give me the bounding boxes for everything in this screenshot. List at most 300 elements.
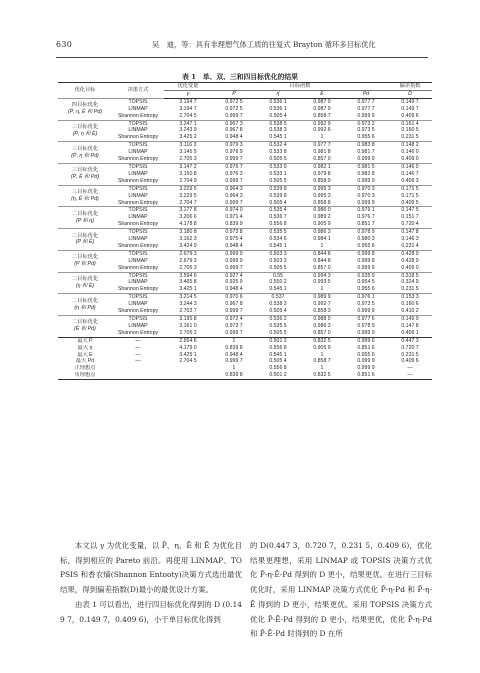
decision-method-cell: TOPSIS xyxy=(112,98,164,105)
value-cell: 0.935 9 xyxy=(344,272,388,279)
value-cell: 0.999 9 xyxy=(357,365,375,372)
value-cell: 0.534 6 xyxy=(269,236,287,243)
value-cell: 0.428 9 xyxy=(388,250,432,257)
value-cell: 3.424 9 xyxy=(179,242,197,249)
group-vars: (P̄, η 和 Pd) xyxy=(71,152,99,159)
value-cell: 0.533 1 xyxy=(269,170,287,177)
table-row xyxy=(58,272,432,279)
value-cell: 0.857 0 xyxy=(313,329,331,336)
value-cell: 0.858 7 xyxy=(313,112,331,119)
value-cell: 0.992 9 xyxy=(300,120,344,127)
value-cell: 2.704 5 xyxy=(179,112,197,119)
value-cell: 0.977 7 xyxy=(300,142,344,149)
value-cell: 0.153 3 xyxy=(388,294,432,301)
value-cell: 0.147 8 xyxy=(388,229,432,236)
value-cell: 0.999 9 xyxy=(212,250,256,257)
page-header xyxy=(0,0,480,60)
group-label: 二目标优化 xyxy=(71,210,99,217)
value-cell: 0.503 3 xyxy=(269,257,287,264)
value-cell: 2.679 3 xyxy=(179,257,197,264)
value-cell: 0.428 9 xyxy=(401,257,419,264)
value-cell: 0.410 2 xyxy=(401,308,419,315)
value-cell: 0.851 6 xyxy=(357,344,375,351)
group-label: 三目标优化 xyxy=(71,123,99,130)
decision-method-cell: TOPSIS xyxy=(112,272,164,279)
table-row xyxy=(58,163,432,170)
value-cell: 0.988 0 xyxy=(300,316,344,323)
table-row xyxy=(58,250,432,257)
value-cell: 0.409 5 xyxy=(401,199,419,206)
value-cell: 0.409 0 xyxy=(401,264,419,271)
decision-method-cell: Shannon Entropy xyxy=(117,177,159,184)
value-cell: 0.999 7 xyxy=(225,112,243,119)
value-cell: 0.999 7 xyxy=(225,358,243,365)
table-row xyxy=(58,294,432,301)
value-cell: 3.229 5 xyxy=(164,185,212,192)
decision-method-cell: LINMAP xyxy=(128,127,148,134)
table-row xyxy=(58,330,432,337)
group-label-cell xyxy=(58,142,112,164)
decision-method-cell: Shannon Entropy xyxy=(117,329,159,336)
decision-method-cell: LINMAP xyxy=(128,236,148,243)
group-vars: (Ē 和 Pd) xyxy=(74,326,96,333)
value-cell: 0.993 5 xyxy=(313,279,331,286)
value-cell xyxy=(164,365,212,372)
value-cell: 0.536 2 xyxy=(256,316,300,323)
value-cell: 3.206 6 xyxy=(179,214,197,221)
value-cell: 0.948 4 xyxy=(225,286,243,293)
value-cell: 0.999 7 xyxy=(225,329,243,336)
group-label-cell xyxy=(58,98,112,120)
value-cell: 0.925 9 xyxy=(225,279,243,286)
table-row xyxy=(58,258,432,265)
value-cell: 0.539 8 xyxy=(256,185,300,192)
value-cell: 0.536 1 xyxy=(256,98,300,105)
value-cell: 1 xyxy=(320,134,324,141)
value-cell: 3.180 8 xyxy=(164,229,212,236)
value-cell: 0.231 4 xyxy=(401,242,419,249)
value-cell: 0.978 9 xyxy=(344,229,388,236)
value-cell: 0.533 9 xyxy=(256,163,300,170)
value-cell: 0.979 3 xyxy=(212,142,256,149)
value-cell: 0.844 8 xyxy=(300,250,344,257)
value-cell: 0.505 4 xyxy=(269,112,287,119)
value-cell: 0.948 4 xyxy=(225,351,243,358)
value-cell: 2.679 3 xyxy=(164,250,212,257)
value-cell: 0.986 3 xyxy=(313,322,331,329)
value-cell: 0.999 6 xyxy=(344,337,388,344)
value-cell: 0.146 0 xyxy=(401,149,419,156)
paragraph: 由表 1 可以看出，进行四目标优化得到的 D (0.149 7，0.149 7，0.409 6)，小于单目标优化得到 xyxy=(60,599,242,624)
value-cell: 0.999 7 xyxy=(225,156,243,163)
row-label-cell: 负理想点 xyxy=(58,372,112,379)
value-cell: 0.447 3 xyxy=(388,337,432,344)
group-vars: (η 和 Ē) xyxy=(75,282,95,289)
symbol-efficiency: η̄ xyxy=(256,90,300,98)
table-row xyxy=(58,286,432,293)
value-cell: 0.973 2 xyxy=(344,120,388,127)
value-cell: 0.171 5 xyxy=(401,192,419,199)
value-cell: 3.229 5 xyxy=(179,192,197,199)
value-cell: 2.704 5 xyxy=(179,358,197,365)
group-label: 三目标优化 xyxy=(71,145,99,152)
group-vars: (P 和 Pd) xyxy=(74,261,96,268)
value-cell: 0.999 8 xyxy=(357,257,375,264)
value-cell: 0.954 5 xyxy=(357,279,375,286)
body-text-left xyxy=(60,539,242,627)
value-cell: 3.177 8 xyxy=(164,207,212,214)
value-cell: 0.501 2 xyxy=(256,337,300,344)
table-row xyxy=(58,372,432,379)
table-row xyxy=(58,301,432,308)
value-cell: 2.705 3 xyxy=(179,264,197,271)
value-cell: 0.977 7 xyxy=(344,98,388,105)
value-cell: 0.999 7 xyxy=(225,199,243,206)
group-label-cell xyxy=(58,316,112,338)
value-cell: 0.977 6 xyxy=(344,316,388,323)
value-cell xyxy=(112,372,164,379)
group-label-cell xyxy=(58,185,112,207)
table-row xyxy=(58,214,432,221)
decision-method-cell: LINMAP xyxy=(128,149,148,156)
row-label-cell: 正理想点 xyxy=(74,365,96,372)
results-table xyxy=(58,82,432,380)
value-cell: 0.839 8 xyxy=(212,372,256,379)
value-cell: 0.535 5 xyxy=(256,229,300,236)
running-title: 吴 迪，等：具有非理想气体工质的往复式 Brayton 循环多目标优化 xyxy=(152,40,376,49)
group-label: 四目标优化 xyxy=(71,102,99,109)
group-label-cell xyxy=(58,163,112,185)
value-cell: 2.703 7 xyxy=(179,308,197,315)
value-cell: 1 xyxy=(320,365,324,372)
value-cell: 0.409 3 xyxy=(401,177,419,184)
symbol-power-density: P̄d xyxy=(344,90,388,98)
value-cell: 0.989 2 xyxy=(313,214,331,221)
value-cell: 0.858 7 xyxy=(313,358,331,365)
table-row xyxy=(58,229,432,236)
decision-method-cell: LINMAP xyxy=(128,192,148,199)
value-cell: 0.999 9 xyxy=(357,358,375,365)
value-cell: 3.116 3 xyxy=(164,142,212,149)
value-cell: 0.978 9 xyxy=(357,322,375,329)
value-cell: 0.545 1 xyxy=(269,134,287,141)
value-cell: 0.147 8 xyxy=(401,322,419,329)
value-cell: 0.999 9 xyxy=(357,177,375,184)
decision-method-cell: TOPSIS xyxy=(112,316,164,323)
symbol-gamma: γ xyxy=(164,90,212,98)
value-cell: 0.505 4 xyxy=(269,308,287,315)
value-cell: 0.151 7 xyxy=(401,214,419,221)
decision-method-cell: LINMAP xyxy=(128,279,148,286)
group-vars: (η 和 Pd) xyxy=(74,304,96,311)
value-cell: 0.149 9 xyxy=(388,316,432,323)
table-row xyxy=(58,337,432,344)
decision-method-cell: TOPSIS xyxy=(112,142,164,149)
value-cell: 0.999 9 xyxy=(357,308,375,315)
value-cell: 0.545 1 xyxy=(269,242,287,249)
value-cell: 3.194 7 xyxy=(179,105,197,112)
value-cell: 3.465 8 xyxy=(179,279,197,286)
value-cell: 0.409 0 xyxy=(401,156,419,163)
value-cell: 0.981 8 xyxy=(313,149,331,156)
table-row xyxy=(58,127,432,134)
value-cell: — xyxy=(135,351,141,358)
value-cell xyxy=(164,372,212,379)
value-cell: 0.171 5 xyxy=(388,185,432,192)
value-cell: 0.545 1 xyxy=(269,351,287,358)
table-row xyxy=(58,279,432,286)
value-cell: 0.538 5 xyxy=(256,120,300,127)
value-cell: 0.999 9 xyxy=(357,112,375,119)
value-cell: 0.146 0 xyxy=(388,163,432,170)
value-cell: 0.535 5 xyxy=(269,322,287,329)
value-cell: 3.195 8 xyxy=(164,316,212,323)
table-row xyxy=(58,185,432,192)
value-cell: 4.178 8 xyxy=(179,221,197,228)
value-cell: — xyxy=(407,365,413,372)
table-row xyxy=(58,171,432,178)
symbol-ecological: Ē xyxy=(300,90,344,98)
table-row xyxy=(58,149,432,156)
value-cell: 0.556 8 xyxy=(269,221,287,228)
value-cell: 0.976 3 xyxy=(225,170,243,177)
value-cell: 0.536 1 xyxy=(269,105,287,112)
group-label-cell xyxy=(58,207,112,229)
value-cell: 0.160 5 xyxy=(401,127,419,134)
group-label: 二目标优化 xyxy=(71,276,99,283)
value-cell: 0.981 5 xyxy=(344,163,388,170)
decision-method-cell: LINMAP xyxy=(128,322,148,329)
value-cell: 0.545 1 xyxy=(269,286,287,293)
value-cell: 0.970 3 xyxy=(344,185,388,192)
col-header-deviation: 偏差指数 xyxy=(388,83,432,91)
value-cell: 2.705 2 xyxy=(179,329,197,336)
value-cell: 0.409 6 xyxy=(401,358,419,365)
value-cell: 0.147 5 xyxy=(388,207,432,214)
value-cell: 0.231 5 xyxy=(401,351,419,358)
value-cell: 0.409 6 xyxy=(401,112,419,119)
table-row xyxy=(58,323,432,330)
value-cell: 0.955 6 xyxy=(357,242,375,249)
value-cell: 0.538 3 xyxy=(269,301,287,308)
value-cell: 2.654 6 xyxy=(164,337,212,344)
value-cell: 0.995 3 xyxy=(300,185,344,192)
value-cell: 0.999 9 xyxy=(357,156,375,163)
value-cell: 0.972 4 xyxy=(212,316,256,323)
table-row xyxy=(58,365,432,372)
table-row xyxy=(58,193,432,200)
value-cell: 0.999 9 xyxy=(357,199,375,206)
decision-method-cell: Shannon Entropy xyxy=(117,112,159,119)
value-cell: 0.839 9 xyxy=(225,221,243,228)
decision-method-cell: LINMAP xyxy=(128,105,148,112)
value-cell: 3.425 1 xyxy=(179,286,197,293)
value-cell: 0.324 9 xyxy=(401,279,419,286)
value-cell: 0.970 6 xyxy=(212,294,256,301)
value-cell: 0.964 3 xyxy=(225,192,243,199)
decision-method-cell: TOPSIS xyxy=(112,163,164,170)
value-cell: 0.986 3 xyxy=(300,229,344,236)
table-row xyxy=(58,352,432,359)
group-vars: (P̄, η, Ē 和 Pd) xyxy=(67,109,103,116)
value-cell: 3.425 2 xyxy=(179,134,197,141)
value-cell: 0.999 7 xyxy=(225,264,243,271)
value-cell: 0.955 6 xyxy=(357,351,375,358)
value-cell: 0.999 9 xyxy=(225,257,243,264)
decision-method-cell: Shannon Entropy xyxy=(117,221,159,228)
table-row xyxy=(58,236,432,243)
value-cell: 0.720 4 xyxy=(401,221,419,228)
table-row xyxy=(58,113,432,120)
value-cell: 2.704 7 xyxy=(179,199,197,206)
value-cell: 0.146 3 xyxy=(401,236,419,243)
row-label-cell: 最大 P xyxy=(58,337,112,344)
decision-method-cell: TOPSIS xyxy=(112,120,164,127)
value-cell: 3.162 3 xyxy=(179,236,197,243)
value-cell: 0.146 7 xyxy=(401,170,419,177)
table-row xyxy=(58,178,432,185)
value-cell: 0.976 1 xyxy=(344,294,388,301)
table-row xyxy=(58,134,432,141)
group-label-cell xyxy=(58,250,112,272)
value-cell: 1 xyxy=(212,337,256,344)
value-cell: 0.975 4 xyxy=(225,236,243,243)
decision-method-cell: TOPSIS xyxy=(112,185,164,192)
group-label: 二目标优化 xyxy=(71,254,99,261)
value-cell: 3.194 7 xyxy=(164,98,212,105)
value-cell: 0.984 1 xyxy=(313,236,331,243)
value-cell: 0.979 1 xyxy=(344,207,388,214)
table-caption: 表 1 单、双、三和四目标优化的结果 xyxy=(182,73,298,81)
value-cell: 0.999 7 xyxy=(225,177,243,184)
value-cell: 0.973 7 xyxy=(225,322,243,329)
table-row xyxy=(58,358,432,365)
row-label-cell: 最大 Pd xyxy=(75,358,95,365)
value-cell: 0.536 7 xyxy=(269,214,287,221)
col-header-objective: 目标函数 xyxy=(212,83,388,91)
table-row xyxy=(58,345,432,352)
value-cell: 0.505 4 xyxy=(269,199,287,206)
value-cell: 0.948 4 xyxy=(225,134,243,141)
value-cell: 0.972 5 xyxy=(225,105,243,112)
value-cell: 3.594 6 xyxy=(164,272,212,279)
value-cell: 0.971 4 xyxy=(225,214,243,221)
value-cell: 3.425 1 xyxy=(179,351,197,358)
decision-method-cell: Shannon Entropy xyxy=(117,308,159,315)
decision-method-cell: Shannon Entropy xyxy=(117,286,159,293)
value-cell: 1 xyxy=(320,286,324,293)
table-row xyxy=(58,106,432,113)
value-cell: 0.858 9 xyxy=(313,177,331,184)
row-label-cell: 最大 Ē xyxy=(77,351,93,358)
value-cell: 0.231 5 xyxy=(401,134,419,141)
table-row xyxy=(58,200,432,207)
value-cell: 0.983 8 xyxy=(344,142,388,149)
value-cell: 0.927 4 xyxy=(212,272,256,279)
value-cell: 0.832 5 xyxy=(300,372,344,379)
value-cell: 3.161 0 xyxy=(179,322,197,329)
value-cell xyxy=(112,365,164,372)
group-vars: (P̄, Ē 和 Pd) xyxy=(70,174,100,181)
decision-method-cell: TOPSIS xyxy=(112,207,164,214)
value-cell: 0.994 3 xyxy=(300,272,344,279)
value-cell: 0.982 8 xyxy=(357,170,375,177)
value-cell: 0.832 5 xyxy=(300,337,344,344)
value-cell: 3.150 8 xyxy=(179,170,197,177)
decision-method-cell: LINMAP xyxy=(128,257,148,264)
value-cell: 0.858 8 xyxy=(313,199,331,206)
value-cell: 3.247 1 xyxy=(164,120,212,127)
decision-method-cell: Shannon Entropy xyxy=(117,134,159,141)
paragraph: 的 D(0.447 3，0.720 7，0.231 5，0.409 6)，优化结果更理想，采用 LINMAP 或 TOPSIS 决策方式优化 P̄-η-Ē-Pd 得到的 D 更小，结果更优。在进行三目标优化时，采用 LINMAP 决策方式优化 P̄-η-Pd 和 P̄-η-Ē 得到的 D 更小，结果更优。采用 TOPSIS 决策方式优化 P̄-Ē-Pd 得到的 D 更小，结果更优，优化 P̄-η-Pd 和 P̄-Ē-Pd 时得到的 D 在所 xyxy=(250,541,432,639)
group-vars: (P̄, η 和 Ē) xyxy=(72,130,98,137)
table-row xyxy=(58,265,432,272)
group-label: 三目标优化 xyxy=(71,167,99,174)
value-cell: 0.535 4 xyxy=(256,207,300,214)
value-cell: 0.964 3 xyxy=(212,185,256,192)
decision-method-cell: TOPSIS xyxy=(112,229,164,236)
value-cell: 0.973 5 xyxy=(357,127,375,134)
value-cell: 1 xyxy=(320,351,324,358)
value-cell: 0.976 9 xyxy=(225,149,243,156)
table-row xyxy=(58,316,432,323)
value-cell: 0.538 3 xyxy=(269,127,287,134)
value-cell: 0.505 5 xyxy=(269,264,287,271)
value-cell: 0.501 2 xyxy=(256,372,300,379)
value-cell: 0.981 7 xyxy=(357,149,375,156)
value-cell: 3.244 3 xyxy=(179,301,197,308)
symbol-deviation: D xyxy=(388,90,432,98)
value-cell: 0.839 8 xyxy=(225,344,243,351)
header-rule xyxy=(56,57,428,58)
table-row xyxy=(58,207,432,214)
table-row xyxy=(58,243,432,250)
table-row xyxy=(58,308,432,315)
group-label: 三目标优化 xyxy=(71,189,99,196)
value-cell: 0.982 1 xyxy=(300,163,344,170)
col-header-target: 优化目标 xyxy=(58,83,112,99)
value-cell: 0.967 3 xyxy=(212,120,256,127)
value-cell: 0.231 5 xyxy=(401,286,419,293)
value-cell: 0.905 9 xyxy=(313,221,331,228)
value-cell: 0.503 3 xyxy=(256,250,300,257)
value-cell: 0.851 7 xyxy=(357,221,375,228)
value-cell: 0.955 6 xyxy=(357,286,375,293)
value-cell: 3.145 5 xyxy=(179,149,197,156)
table-row xyxy=(58,98,432,105)
group-vars: (η, Ē 和 Pd) xyxy=(71,196,99,203)
value-cell: 0.987 9 xyxy=(313,105,331,112)
value-cell: 0.967 8 xyxy=(225,127,243,134)
group-label: 二目标优化 xyxy=(71,297,99,304)
value-cell: 2.704 9 xyxy=(179,177,197,184)
group-label: 二目标优化 xyxy=(71,232,99,239)
value-cell: 1 xyxy=(232,365,236,372)
value-cell: 0.987 9 xyxy=(300,98,344,105)
value-cell: 4.179 0 xyxy=(179,344,197,351)
value-cell: 0.505 5 xyxy=(269,156,287,163)
value-cell: 0.149 7 xyxy=(388,98,432,105)
value-cell: 0.720 7 xyxy=(401,344,419,351)
value-cell: 0.851 6 xyxy=(344,372,388,379)
value-cell: 0.539 8 xyxy=(269,192,287,199)
group-vars: (P 和 Ē) xyxy=(75,239,95,246)
decision-method-cell: Shannon Entropy xyxy=(117,264,159,271)
value-cell: 0.149 7 xyxy=(401,105,419,112)
col-header-decision: 决策方式 xyxy=(112,83,164,99)
value-cell: 0.505 4 xyxy=(269,358,287,365)
value-cell: 0.857 0 xyxy=(313,156,331,163)
